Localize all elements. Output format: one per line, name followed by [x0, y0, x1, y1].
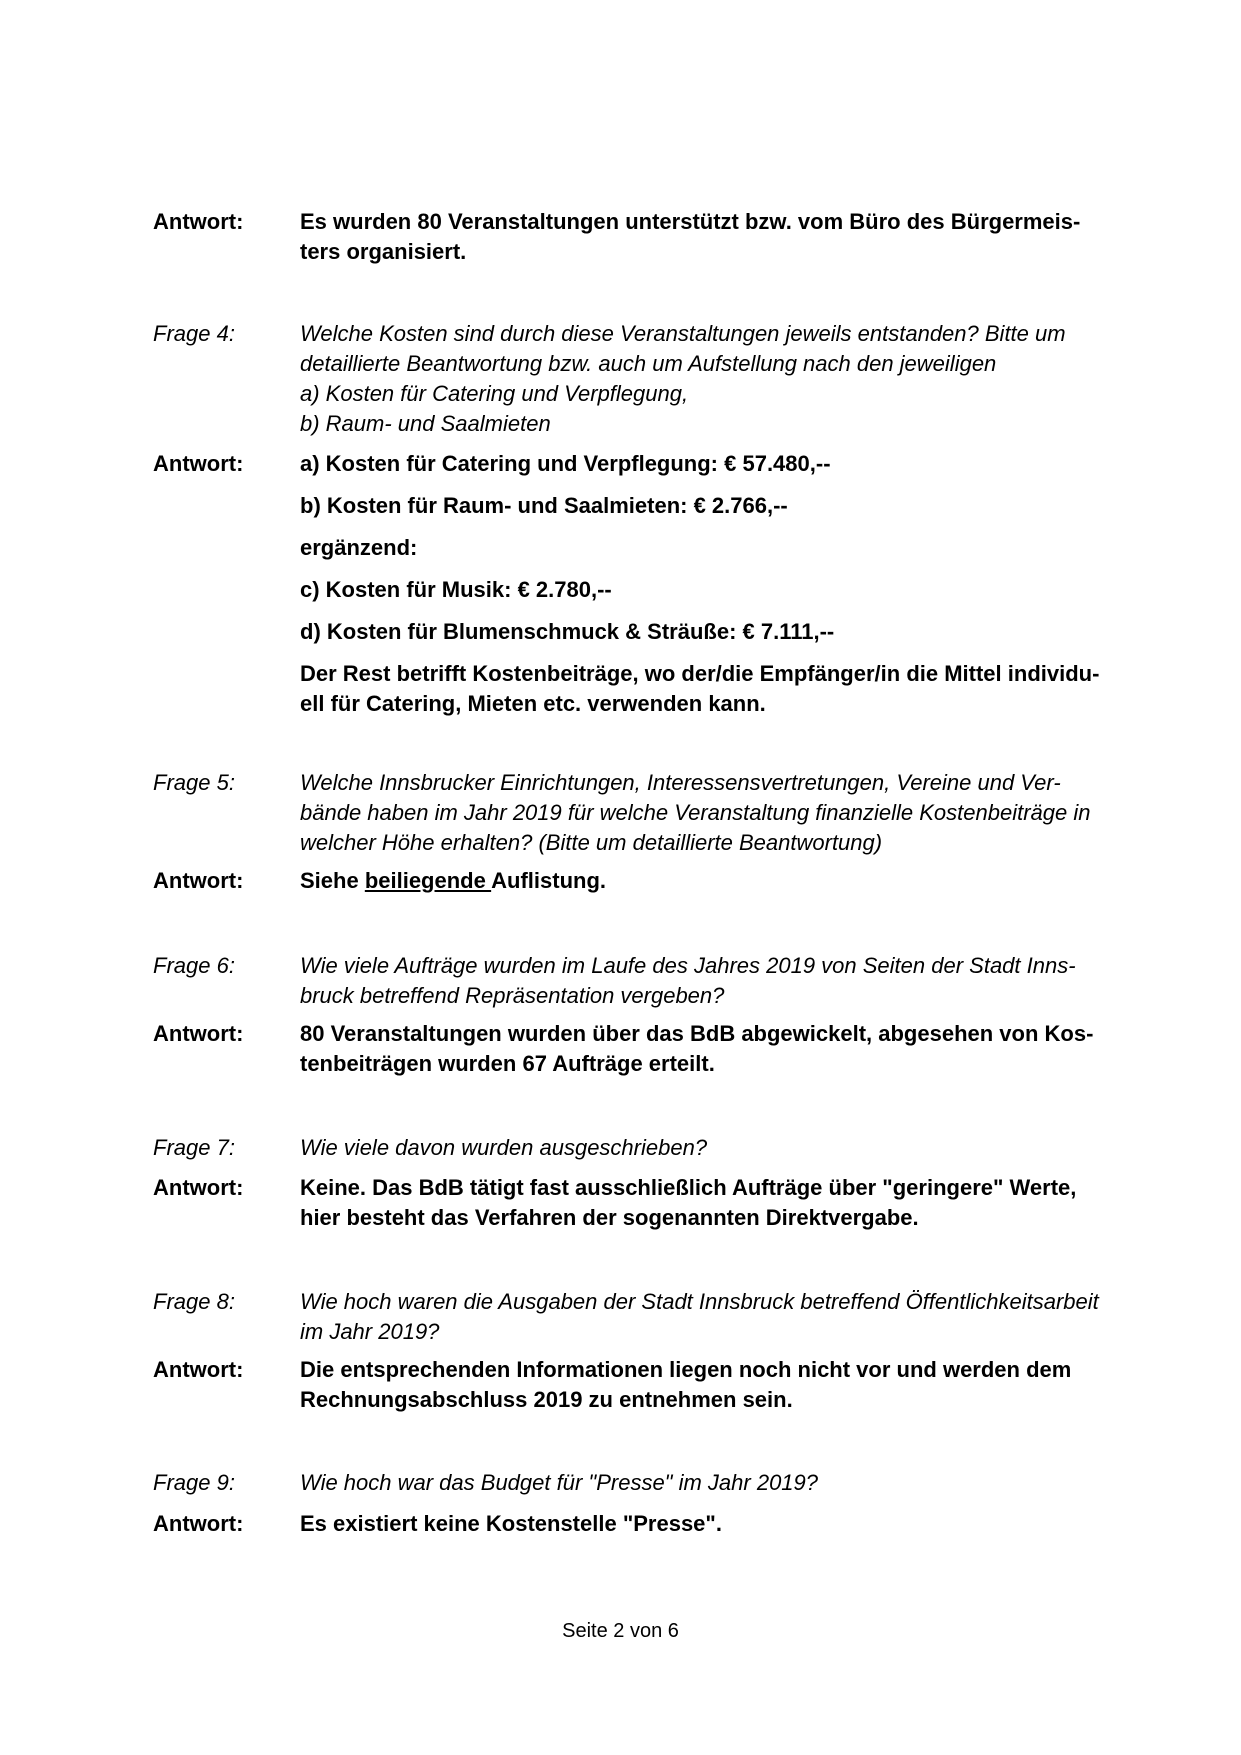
- question-5-line-3: welcher Höhe erhalten? (Bitte um detaillierte Beantwortung): [300, 830, 883, 855]
- answer-8: [153, 1355, 1141, 1415]
- question-6-text: [300, 951, 1141, 1011]
- question-label: Frage 7:: [153, 1135, 235, 1160]
- question-7-line-1: Wie viele davon wurden ausgeschrieben?: [300, 1135, 708, 1160]
- answer-label: Antwort:: [153, 1175, 244, 1200]
- answer-4-item-c: c) Kosten für Musik: € 2.780,--: [300, 577, 612, 602]
- answer-4: [153, 449, 1141, 719]
- answer-9-text: [300, 1509, 1141, 1539]
- answer-5-pre: Siehe: [300, 868, 365, 893]
- answer-6-line-2: tenbeiträgen wurden 67 Aufträge erteilt.: [300, 1051, 715, 1076]
- answer-4-erganzend: ergänzend:: [300, 535, 418, 560]
- answer-5-post: Auflistung.: [491, 868, 607, 893]
- answer-3-line-2: ters organisiert.: [300, 239, 467, 264]
- question-4-line-1: Welche Kosten sind durch diese Veranstaltungen jeweils entstanden? Bitte um: [300, 321, 1066, 346]
- question-label: Frage 9:: [153, 1470, 235, 1495]
- answer-4-rest-line-1: Der Rest betrifft Kostenbeiträge, wo der/die Empfänger/in die Mittel individu-: [300, 661, 1100, 686]
- answer-9: [153, 1509, 1141, 1539]
- answer-4-text: [300, 449, 1141, 719]
- answer-6-text: [300, 1019, 1141, 1079]
- question-5-line-2: bände haben im Jahr 2019 für welche Veranstaltung finanzielle Kostenbeiträge in: [300, 800, 1091, 825]
- question-7: [153, 1133, 1141, 1163]
- question-9-text: [300, 1468, 1141, 1498]
- question-7-text: [300, 1133, 1141, 1163]
- question-5-text: [300, 768, 1141, 858]
- answer-5-text: [300, 866, 1141, 896]
- question-5-line-1: Welche Innsbrucker Einrichtungen, Interessensvertretungen, Vereine und Ver-: [300, 770, 1061, 795]
- answer-label: Antwort:: [153, 1357, 244, 1382]
- question-4-line-2: detaillierte Beantwortung bzw. auch um Aufstellung nach den jeweiligen: [300, 351, 997, 376]
- answer-5: [153, 866, 1141, 896]
- question-4-text: [300, 319, 1141, 439]
- question-6-line-2: bruck betreffend Repräsentation vergeben?: [300, 983, 725, 1008]
- answer-label: Antwort:: [153, 1021, 244, 1046]
- question-label: Frage 5:: [153, 770, 235, 795]
- answer-label: Antwort:: [153, 868, 244, 893]
- question-8: [153, 1287, 1141, 1347]
- question-label: Frage 8:: [153, 1289, 235, 1314]
- answer-4-item-a: a) Kosten für Catering und Verpflegung: € 57.480,--: [300, 451, 831, 476]
- answer-label: Antwort:: [153, 451, 244, 476]
- answer-4-item-b: b) Kosten für Raum- und Saalmieten: € 2.766,--: [300, 493, 788, 518]
- answer-7-text: [300, 1173, 1141, 1233]
- answer-label: Antwort:: [153, 209, 244, 234]
- question-label: Frage 6:: [153, 953, 235, 978]
- page-number: Seite 2 von 6: [562, 1620, 679, 1642]
- answer-7: [153, 1173, 1141, 1233]
- answer-4-rest-line-2: ell für Catering, Mieten etc. verwenden kann.: [300, 691, 766, 716]
- question-4-line-3: a) Kosten für Catering und Verpflegung,: [300, 381, 689, 406]
- answer-3-text: [300, 207, 1141, 267]
- answer-8-text: [300, 1355, 1141, 1415]
- answer-7-line-2: hier besteht das Verfahren der sogenannten Direktvergabe.: [300, 1205, 919, 1230]
- answer-5-underlined: beiliegende: [364, 868, 492, 893]
- question-6: [153, 951, 1141, 1011]
- question-8-text: [300, 1287, 1141, 1347]
- question-4-line-4: b) Raum- und Saalmieten: [300, 411, 551, 436]
- answer-8-line-2: Rechnungsabschluss 2019 zu entnehmen sein.: [300, 1387, 793, 1412]
- answer-label: Antwort:: [153, 1511, 244, 1536]
- question-4: [153, 319, 1141, 439]
- question-9: [153, 1468, 1141, 1498]
- answer-3-line-1: Es wurden 80 Veranstaltungen unterstützt bzw. vom Büro des Bürgermeis-: [300, 209, 1081, 234]
- question-label: Frage 4:: [153, 321, 235, 346]
- answer-8-line-1: Die entsprechenden Informationen liegen noch nicht vor und werden dem: [300, 1357, 1072, 1382]
- answer-6-line-1: 80 Veranstaltungen wurden über das BdB abgewickelt, abgesehen von Kos-: [300, 1021, 1094, 1046]
- question-6-line-1: Wie viele Aufträge wurden im Laufe des Jahres 2019 von Seiten der Stadt Inns-: [300, 953, 1076, 978]
- question-8-line-2: im Jahr 2019?: [300, 1319, 440, 1344]
- question-5: [153, 768, 1141, 858]
- answer-9-line-1: Es existiert keine Kostenstelle "Presse".: [300, 1511, 722, 1536]
- answer-7-line-1: Keine. Das BdB tätigt fast ausschließlich Aufträge über "geringere" Werte,: [300, 1175, 1077, 1200]
- answer-6: [153, 1019, 1141, 1079]
- question-8-line-1: Wie hoch waren die Ausgaben der Stadt Innsbruck betreffend Öffentlichkeitsarbeit: [300, 1289, 1099, 1314]
- question-9-line-1: Wie hoch war das Budget für "Presse" im Jahr 2019?: [300, 1470, 819, 1495]
- answer-4-item-d: d) Kosten für Blumenschmuck & Sträuße: € 7.111,--: [300, 619, 835, 644]
- answer-3: [153, 207, 1141, 267]
